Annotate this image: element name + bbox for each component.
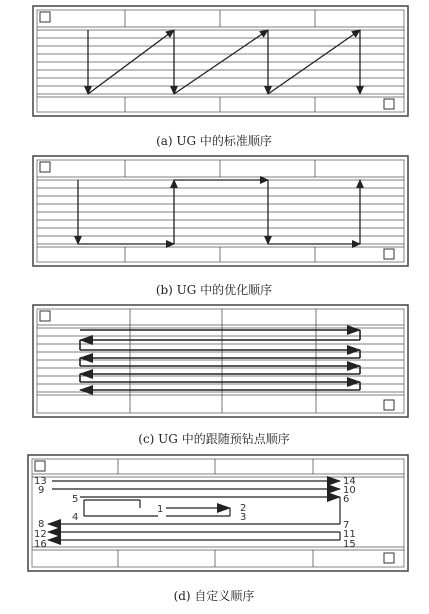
panel-c-corner-square-bottom-right <box>384 400 394 410</box>
panel-c-plate-lines <box>37 309 404 413</box>
hole-label-2: 2 <box>240 503 247 514</box>
hole-label-11: 11 <box>343 529 356 540</box>
hole-label-16: 16 <box>34 539 47 550</box>
hole-label-7: 7 <box>343 520 350 531</box>
panel-d-tool-path <box>48 481 340 540</box>
hole-label-9: 9 <box>38 485 45 496</box>
panel-b <box>33 156 408 297</box>
panel-b-frame <box>33 156 408 266</box>
panel-d-corner-square-top-left <box>35 461 45 471</box>
panel-a-corner-square-bottom-right <box>384 99 394 109</box>
panel-c <box>33 305 408 446</box>
hole-label-13: 13 <box>34 476 47 487</box>
panel-c-caption: (c) UG 中的跟随预钻点顺序 <box>138 432 290 446</box>
hole-label-14: 14 <box>343 476 356 487</box>
hole-label-15: 15 <box>343 539 356 550</box>
panel-b-corner-square-bottom-right <box>384 249 394 259</box>
panel-d <box>28 455 408 603</box>
panel-a <box>33 6 408 148</box>
panel-c-corner-square-top-left <box>40 311 50 321</box>
panel-b-corner-square-top-left <box>40 162 50 172</box>
hole-label-1: 1 <box>157 504 164 515</box>
panel-d-corner-square-bottom-right <box>384 553 394 563</box>
hole-label-10: 10 <box>343 485 356 496</box>
panel-a-frame <box>33 6 408 116</box>
panel-a-plate-lines <box>37 10 404 112</box>
panel-a-corner-square-top-left <box>40 12 50 22</box>
panel-c-frame <box>33 305 408 417</box>
hole-label-8: 8 <box>38 519 45 530</box>
panel-b-plate-lines <box>37 160 404 262</box>
panel-b-caption: (b) UG 中的优化顺序 <box>155 283 273 297</box>
hole-label-3: 3 <box>240 512 247 523</box>
hole-label-6: 6 <box>343 494 350 505</box>
panel-a-caption: (a) UG 中的标准顺序 <box>156 134 272 148</box>
panel-d-frame <box>28 455 408 571</box>
hole-label-12: 12 <box>34 529 47 540</box>
hole-label-5: 5 <box>72 494 79 505</box>
panel-d-hole-labels <box>34 476 356 550</box>
panel-d-caption: (d) 自定义顺序 <box>173 589 255 603</box>
hole-label-4: 4 <box>72 512 79 523</box>
